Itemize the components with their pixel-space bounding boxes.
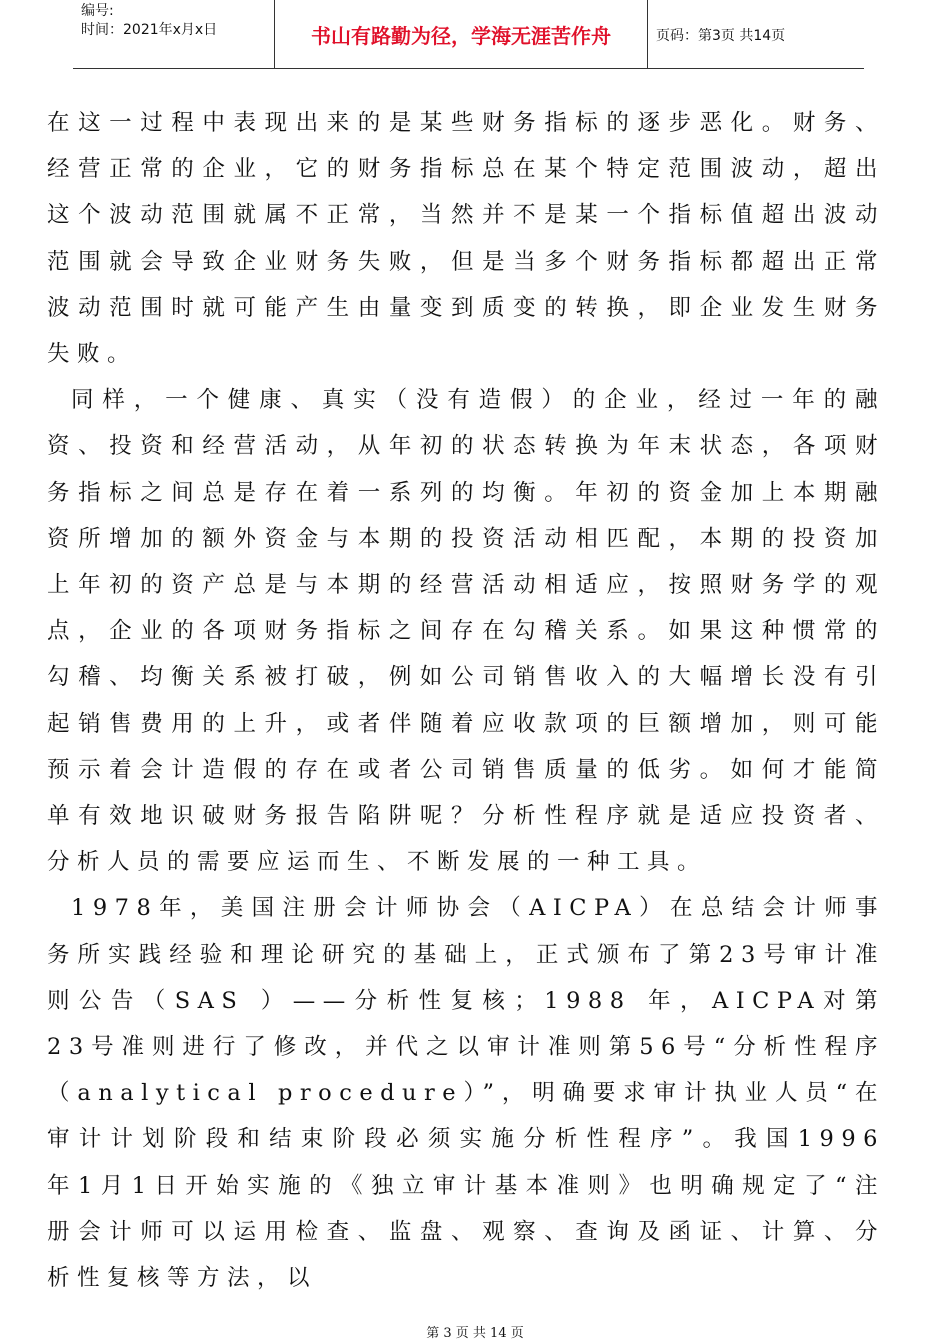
document-body (47, 100, 885, 1301)
header-page-info: 页码：第3页 共14页 (656, 28, 786, 44)
header-motto: 书山有路勤为径，学海无涯苦作舟 (274, 0, 648, 68)
paragraph-2: 同样，一个健康、真实（没有造假）的企业，经过一年的融资、投资和经营活动，从年初的状态转换为年末状态，各项财务指标之间总是存在着一系列的均衡。年初的资金加上本期融资所增加的额外资金与本期的投资活动相匹配，本期的投资加上年初的资产总是与本期的经营活动相适应，按照财务学的观点，企业的各项财务指标之间存在勾稽关系。如果这种惯常的勾稽、均衡关系被打破，例如公司销售收入的大幅增长没有引起销售费用的上升，或者伴随着应收款项的巨额增加，则可能预示着会计造假的存在或者公司销售质量的低劣。如何才能简单有效地识破财务报告陷阱呢？分析性程序就是适应投资者、分析人员的需要应运而生、不断发展的一种工具。 (47, 387, 885, 876)
page-footer: 第 3 页 共 14 页 (426, 1326, 524, 1341)
time-label: 时间：2021年x月x日 (81, 22, 218, 38)
paragraph-1: 在这一过程中表现出来的是某些财务指标的逐步恶化。财务、经营正常的企业，它的财务指标总在某个特定范围波动，超出这个波动范围就属不正常，当然并不是某一个指标值超出波动范围就会导致企业财务失败，但是当多个财务指标都超出正常波动范围时就可能产生由量变到质变的转换，即企业发生财务失败。 (47, 110, 885, 368)
number-label: 编号: (81, 3, 114, 19)
page-header (73, 0, 864, 69)
header-meta (73, 0, 274, 68)
paragraph-3: 1978年，美国注册会计师协会（AICPA）在总结会计师事务所实践经验和理论研究的基础上，正式颁布了第23号审计准则公告（SAS ）——分析性复核；1988 年，AICPA对第23号准则进行了修改，并代之以审计准则第56号“分析性程序（analytical procedure）”，明确要求审计执业人员“在审计计划阶段和结束阶段必须实施分析性程序”。我国1996 年1月1日开始实施的《独立审计基本准则》也明确规定了“注册会计师可以运用检查、监盘、观察、查询及函证、计算、分析性复核等方法，以 (47, 895, 885, 1292)
